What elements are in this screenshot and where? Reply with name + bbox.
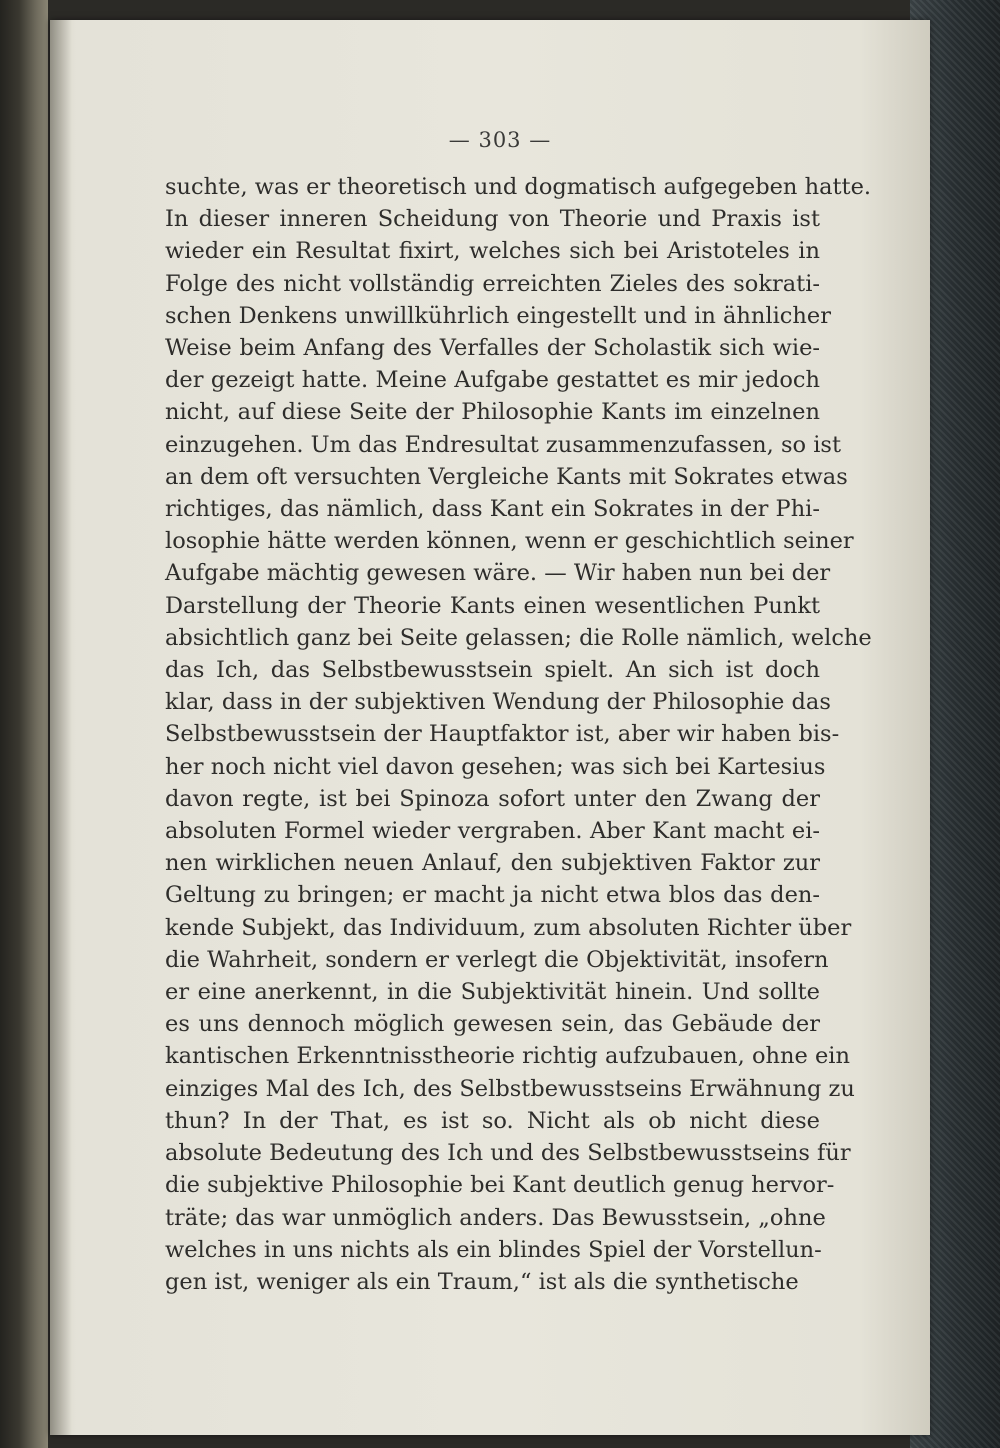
text-line: absolute Bedeutung des Ich und des Selbstbewusstseins für bbox=[165, 1140, 851, 1167]
text-line: Darstellung der Theorie Kants einen wesentlichen Punkt bbox=[165, 592, 820, 619]
text-line: es uns dennoch möglich gewesen sein, das Gebäude der bbox=[165, 1011, 820, 1038]
text-line: her noch nicht viel davon gesehen; was sich bei Kartesius bbox=[165, 753, 826, 780]
text-line: kantischen Erkenntnisstheorie richtig aufzubauen, ohne ein bbox=[165, 1043, 850, 1070]
text-line: losophie hätte werden können, wenn er geschichtlich seiner bbox=[165, 528, 854, 555]
text-line: nen wirklichen neuen Anlauf, den subjektiven Faktor zur bbox=[165, 850, 820, 877]
text-line: In dieser inneren Scheidung von Theorie und Praxis ist bbox=[165, 206, 820, 233]
text-line: suchte, was er theoretisch und dogmatisch aufgegeben hatte. bbox=[165, 174, 872, 200]
text-line: einziges Mal des Ich, des Selbstbewusstseins Erwähnung zu bbox=[165, 1075, 855, 1102]
text-line: schen Denkens unwillkührlich eingestellt und in ähnlicher bbox=[165, 302, 831, 329]
text-line: einzugehen. Um das Endresultat zusammenzufassen, so ist bbox=[165, 431, 842, 458]
text-line: das Ich, das Selbstbewusstsein spielt. An sich ist doch bbox=[165, 657, 820, 684]
text-line: die subjektive Philosophie bei Kant deutlich genug hervor- bbox=[165, 1172, 835, 1199]
book-cover-left bbox=[0, 0, 48, 1448]
body-text bbox=[165, 171, 872, 1298]
text-line: klar, dass in der subjektiven Wendung der Philosophie das bbox=[165, 689, 831, 716]
text-line: thun? In der That, es ist so. Nicht als ob nicht diese bbox=[165, 1107, 820, 1134]
text-line: gen ist, weniger als ein Traum,“ ist als die synthetische bbox=[165, 1268, 799, 1295]
text-line: träte; das war unmöglich anders. Das Bewusstsein, „ohne bbox=[165, 1204, 826, 1231]
text-line: davon regte, ist bei Spinoza sofort unter den Zwang der bbox=[165, 785, 820, 812]
text-line: Selbstbewusstsein der Hauptfaktor ist, aber wir haben bis- bbox=[165, 721, 840, 748]
text-line: Weise beim Anfang des Verfalles der Scholastik sich wie- bbox=[165, 335, 820, 362]
text-line: die Wahrheit, sondern er verlegt die Objektivität, insofern bbox=[165, 946, 829, 973]
text-line: absoluten Formel wieder vergraben. Aber Kant macht ei- bbox=[165, 818, 820, 845]
page-number: — 303 — bbox=[448, 128, 552, 152]
text-line: an dem oft versuchten Vergleiche Kants mit Sokrates etwas bbox=[165, 463, 848, 490]
text-line: absichtlich ganz bei Seite gelassen; die Rolle nämlich, welche bbox=[165, 624, 872, 651]
text-line: nicht, auf diese Seite der Philosophie Kants im einzelnen bbox=[165, 399, 820, 426]
text-line: kende Subjekt, das Individuum, zum absoluten Richter über bbox=[165, 914, 852, 941]
text-line: er eine anerkennt, in die Subjektivität hinein. Und sollte bbox=[165, 979, 820, 1006]
text-line: richtiges, das nämlich, dass Kant ein Sokrates in der Phi- bbox=[165, 496, 820, 523]
text-line: Aufgabe mächtig gewesen wäre. — Wir haben nun bei der bbox=[165, 560, 831, 587]
text-line: Folge des nicht vollständig erreichten Zieles des sokrati- bbox=[165, 270, 820, 297]
page-gutter-shadow bbox=[50, 20, 72, 1435]
text-line: der gezeigt hatte. Meine Aufgabe gestattet es mir jedoch bbox=[165, 367, 820, 394]
text-line: Geltung zu bringen; er macht ja nicht etwa blos das den- bbox=[165, 882, 820, 909]
text-line: welches in uns nichts als ein blindes Spiel der Vorstellun- bbox=[165, 1236, 822, 1263]
text-line: wieder ein Resultat fixirt, welches sich bei Aristoteles in bbox=[165, 238, 820, 265]
